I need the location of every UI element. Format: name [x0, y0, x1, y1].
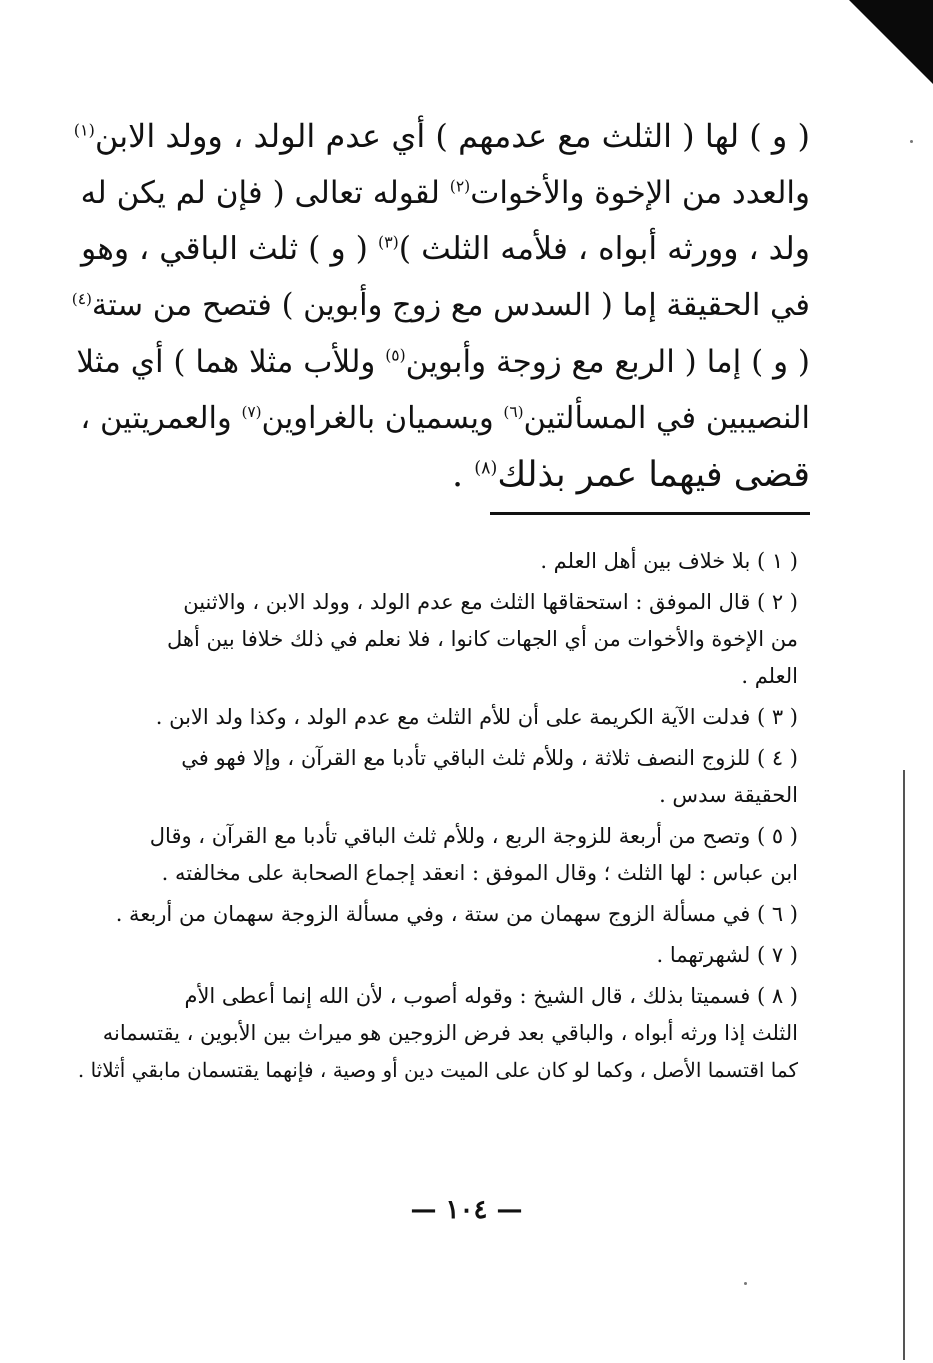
footnote-line: ( ٦ ) في مسألة الزوج سهمان من ستة ، وفي مسألة الزوجة سهمان من أربعة .: [115, 902, 798, 926]
page-number: — ١٠٤ —: [410, 1195, 523, 1225]
footnote-2: [70, 584, 798, 695]
scan-speck: [744, 1282, 747, 1285]
footnote-7: [70, 937, 798, 974]
footnote-line: ابن عباس : لها الثلث ؛ وقال الموفق : انعقد إجماع الصحابة على مخالفته .: [161, 861, 798, 885]
scan-edge-line: [903, 770, 905, 1360]
main-line-2: والعدد من الإخوة والأخوات$^{(٢)}$ لقوله تعالى ( فإن لم يكن له: [80, 174, 810, 211]
main-line-7: قضى فيهما عمر بذلك$^{(٨)}$ .: [452, 455, 810, 495]
footnote-3: [70, 699, 798, 736]
main-line-6: النصيبين في المسألتين$^{(٦)}$ ويسميان بالغراوين$^{(٧)}$ والعمريتين ،: [80, 400, 810, 436]
page-corner-mark: [849, 0, 933, 84]
footnote-line: ( ١ ) بلا خلاف بين أهل العلم .: [540, 549, 798, 573]
footnote-line: الثلث إذا ورثه أبواه ، والباقي بعد فرض الزوجين هو ميراث بين الأبوين ، يقتسمانه: [102, 1021, 798, 1045]
footnote-5: [70, 818, 798, 892]
footnote-line: ( ٣ ) فدلت الآية الكريمة على أن للأم الثلث مع عدم الولد ، وكذا ولد الابن .: [155, 705, 798, 729]
main-line-4: في الحقيقة إما ( السدس مع زوج وأبوين ) فتصح من ستة$^{(٤)}$: [71, 287, 810, 323]
footnote-line: ( ٥ ) وتصح من أربعة للزوجة الربع ، وللأم ثلث الباقي تأدبا مع القرآن ، وقال: [149, 824, 798, 848]
footnote-line: من الإخوة والأخوات من أي الجهات كانوا ، فلا نعلم في ذلك خلافا بين أهل: [167, 627, 798, 651]
footnote-4: [70, 740, 798, 814]
footnote-line: ( ٧ ) لشهرتهما .: [656, 943, 798, 967]
footnote-1: [70, 543, 798, 580]
footnote-line: كما اقتسما الأصل ، وكما لو كان على الميت دين أو وصية ، فإنهما يقتسمان مابقي أثلاثا .: [77, 1058, 798, 1082]
footnote-line: العلم .: [741, 664, 798, 688]
footnote-8: [70, 978, 798, 1089]
main-line-1: ( و ) لها ( الثلث مع عدمهم ) أي عدم الولد ، وولد الابن$^{(١)}$: [73, 117, 810, 155]
scan-speck: [910, 140, 913, 143]
footnote-separator: [490, 512, 810, 515]
main-line-5: ( و ) إما ( الربع مع زوجة وأبوين$^{(٥)}$ وللأب مثلا هما ) أي مثلا: [76, 344, 810, 380]
main-line-3: ولد ، وورثه أبواه ، فلأمه الثلث )$^{(٣)}$ ( و ) ثلث الباقي ، وهو: [80, 231, 810, 267]
footnote-ref-7[interactable]: (٧): [241, 402, 262, 421]
footnote-ref-3[interactable]: (٣): [377, 232, 399, 252]
footnote-line: الحقيقة سدس .: [659, 783, 798, 807]
footnote-line: ( ٢ ) قال الموفق : استحقاقها الثلث مع عدم الولد ، وولد الابن ، والاثنين: [183, 590, 798, 614]
footnote-ref-2[interactable]: (٢): [449, 177, 471, 196]
footnote-line: ( ٨ ) فسميتا بذلك ، قال الشيخ : وقوله أصوب ، لأن الله إنما أعطى الأم: [184, 984, 798, 1008]
footnote-ref-8[interactable]: (٨): [474, 458, 498, 479]
main-text: [70, 108, 810, 504]
footnote-ref-6[interactable]: (٦): [503, 402, 524, 421]
footnote-ref-4[interactable]: (٤): [71, 289, 92, 308]
footnotes: [70, 543, 798, 1093]
footnote-ref-5[interactable]: (٥): [385, 346, 406, 365]
footnote-line: ( ٤ ) للزوج النصف ثلاثة ، وللأم ثلث الباقي تأدبا مع القرآن ، وإلا فهو في: [181, 746, 798, 770]
footnote-ref-1[interactable]: (١): [73, 120, 95, 140]
footnote-6: [70, 896, 798, 933]
